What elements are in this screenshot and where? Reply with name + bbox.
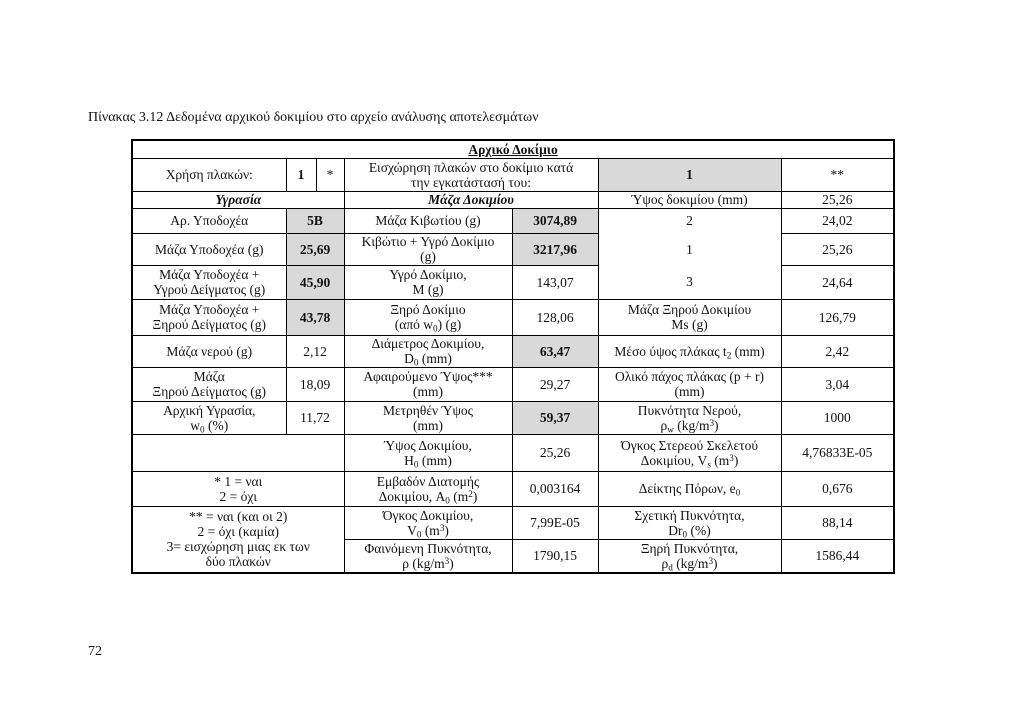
initial-specimen-table [131,139,895,574]
water-mass-value: 2,12 [286,335,344,367]
dry-sample-mass-value: 18,09 [286,367,344,401]
receptacle-number-value: 5B [286,208,344,233]
label-text: ) [714,417,719,433]
label-text: ρ [661,555,669,571]
label-line: Εισχώρηση πλακών στο δοκίμιο κατά [368,159,574,175]
subscript: 0 [416,528,422,539]
specimen-height-h0-value: 25,26 [512,434,598,471]
height-reading-value: 24,02 [781,208,894,233]
water-density-value: 1000 [781,401,894,434]
box-mass-label [344,208,512,233]
relative-density-label [598,506,781,539]
label-line: Μάζα Ξηρού Δοκιμίου [627,302,752,317]
label-line: Μάζα Υποδοχέα + [159,267,260,282]
specimen-height-h0-label [344,434,512,471]
subscript: s [707,458,711,469]
label-text: ) [713,555,718,571]
receptacle-dry-sample-mass-label [132,299,286,335]
receptacle-dry-sample-mass-value: 43,78 [286,299,344,335]
superscript: 2 [468,488,473,499]
dry-specimen-mass-ms-value: 126,79 [781,299,894,335]
label-line: Ξηρού Δείγματος (g) [152,384,266,399]
label-text: (%) [687,522,711,538]
note-line: 3= εισχώρηση μιας εκ των [166,539,310,555]
removed-height-label [344,367,512,401]
relative-density-value: 88,14 [781,506,894,539]
plates-use-note [132,471,344,506]
wet-specimen-mass-label [344,265,512,299]
note-line: δύο πλακών [205,554,271,570]
label-line [136,418,283,433]
moisture-section-header: Υγρασία [132,191,344,208]
measured-height-label [344,401,512,434]
wet-specimen-mass-value: 143,07 [512,265,598,299]
note-line: 2 = όχι (καμία) [197,524,280,540]
plates-penetration-note-mark: ** [781,158,894,191]
receptacle-wet-sample-mass-value: 45,90 [286,265,344,299]
initial-moisture-value: 11,72 [286,401,344,434]
label-line: Όγκος Στερεού Σκελετού [620,437,759,453]
label-line [348,453,509,468]
label-text: (mm) [731,343,765,359]
label-text: Δείκτης Πόρων, e [638,481,736,496]
label-line: Ξηρή Πυκνότητα, [640,540,739,556]
label-text: V [407,522,417,538]
label-text: D [404,351,414,366]
label-text: (m [421,522,440,538]
subscript: 0 [413,458,419,469]
label-line: Αρ. Υποδοχέα [170,213,249,228]
page-number: 72 [88,644,102,659]
label-line: Κιβώτιο + Υγρό Δοκίμιο [361,234,495,249]
subscript: 0 [200,423,205,434]
label-line: Μετρηθέν Ύψος [382,402,474,418]
height-reading-value: 25,26 [781,233,894,265]
label-text: (από w [394,317,434,332]
dry-specimen-mass-ms-label [598,299,781,335]
label-line: Ξηρό Δοκίμιο [390,302,466,317]
subscript: 2 [726,349,732,360]
label-text: (m [710,452,730,468]
label-line [348,556,509,571]
label-line: Ξηρού Δείγματος (g) [152,317,266,332]
void-ratio-label [598,471,781,506]
removed-height-value: 29,27 [512,367,598,401]
plates-use-note-mark: * [316,158,344,191]
solid-skeleton-volume-value: 4,76833E-05 [781,434,894,471]
label-text: H [404,452,414,468]
specimen-height-label: Ύψος δοκιμίου (mm) [598,191,781,208]
label-text: (mm) [418,452,452,468]
dry-specimen-mass-value: 128,06 [512,299,598,335]
table-title: Αρχικό Δοκίμιο [132,140,894,158]
label-line: Μάζα νερού (g) [166,343,253,359]
bulk-density-value: 1790,15 [512,539,598,573]
label-line: Όγκος Δοκιμίου, [382,507,474,523]
label-line: Διάμετρος Δοκιμίου, [371,336,485,351]
label-line: Υγρό Δοκίμιο, [389,267,467,282]
subscript: w [667,423,674,434]
box-wet-specimen-mass-label [344,233,512,265]
subscript: 0 [433,323,438,334]
superscript: 3 [444,555,450,566]
total-plate-thickness-value: 3,04 [781,367,894,401]
label-line: Πυκνότητα Νερού, [637,402,742,418]
plates-penetration-note [132,506,344,573]
height-reading-value: 24,64 [781,265,894,299]
water-mass-label [132,335,286,367]
label-text: ρ (kg/m [402,555,445,571]
bulk-density-label [344,539,512,573]
receptacle-wet-sample-mass-label [132,265,286,299]
label-line: (mm) [413,384,443,399]
label-line [348,351,509,366]
label-line: (g) [420,249,436,264]
subscript: d [668,562,673,573]
note-line: ** = ναι (και οι 2) [189,509,288,525]
label-line [602,556,778,571]
specimen-diameter-value: 63,47 [512,335,598,367]
label-text: (m [449,488,469,504]
label-line: Υγρού Δείγματος (g) [153,282,266,297]
label-text: ) [733,452,739,468]
superscript: 3 [709,417,715,428]
mean-plate-thickness-label [598,335,781,367]
receptacle-mass-value: 25,69 [286,233,344,265]
subscript: 0 [445,494,450,505]
water-density-label [598,401,781,434]
specimen-volume-value: 7,99E-05 [512,506,598,539]
label-line [602,481,778,496]
label-line: Ολικό πάχος πλάκας (p + r) [615,369,764,384]
note-line: 2 = όχι [219,488,257,504]
cross-section-area-label [344,471,512,506]
label-line [348,317,509,332]
receptacle-number-label [132,208,286,233]
label-line: Εμβαδόν Διατομής [376,473,480,489]
label-line [602,344,778,359]
mean-plate-thickness-value: 2,42 [781,335,894,367]
label-line: Αφαιρούμενο Ύψος*** [363,369,493,384]
label-line: Μάζα Υποδοχέα + [159,302,260,317]
receptacle-mass-label [132,233,286,265]
label-text: ) [444,522,449,538]
label-line [602,453,778,468]
label-text: Μέσο ύψος πλάκας t [614,343,727,359]
label-line [348,523,509,538]
label-text: ) [472,488,478,504]
superscript: 3 [708,555,714,566]
dry-specimen-mass-label [344,299,512,335]
label-text: Dr [668,522,683,538]
label-line [602,523,778,538]
plates-use-label: Χρήση πλακών: [132,158,286,191]
dry-density-value: 1586,44 [781,539,894,573]
label-line: Ms (g) [671,317,708,332]
label-line: (mm) [413,417,443,433]
label-text: ) (g) [437,317,462,332]
height-reading-index: 2 [598,208,781,233]
label-line [348,489,509,504]
subscript: 0 [682,528,688,539]
label-line [602,418,778,433]
solid-skeleton-volume-label [598,434,781,471]
empty-cell [132,434,344,471]
void-ratio-value: 0,676 [781,471,894,506]
box-wet-specimen-mass-value: 3217,96 [512,233,598,265]
specimen-diameter-label [344,335,512,367]
specimen-volume-label [344,506,512,539]
cross-section-area-value: 0,003164 [512,471,598,506]
plates-use-value: 1 [286,158,316,191]
plates-penetration-label [344,158,598,191]
label-line: Φαινόμενη Πυκνότητα, [364,540,492,556]
label-text: ) [449,555,454,571]
label-text: Δοκιμίου, V [640,452,708,468]
dry-density-label [598,539,781,573]
label-line: την εγκατάστασή του: [411,174,531,190]
height-reading-index: 3 [598,265,781,299]
measured-height-value: 59,37 [512,401,598,434]
label-text: ρ [660,417,668,433]
box-mass-value: 3074,89 [512,208,598,233]
label-line: Ύψος Δοκιμίου, [384,437,472,453]
label-line: Σχετική Πυκνότητα, [634,507,745,523]
label-text: (kg/m [673,417,710,433]
note-line: * 1 = ναι [214,473,263,489]
superscript: 3 [439,522,445,533]
superscript: 3 [729,452,734,463]
label-line: M (g) [412,282,444,297]
label-line: Μάζα Κιβωτίου (g) [375,213,481,228]
initial-moisture-label [132,401,286,434]
label-text: (mm) [418,351,452,366]
table-caption: Πίνακας 3.12 Δεδομένα αρχικού δοκιμίου στο αρχείο ανάλυσης αποτελεσμάτων [88,110,539,125]
subscript: 0 [735,487,741,498]
label-text: Δοκιμίου, A [378,488,446,504]
label-line: Μάζα [193,369,225,384]
label-text: w [190,417,201,433]
label-line: Μάζα Υποδοχέα (g) [155,241,264,257]
plates-penetration-value: 1 [598,158,781,191]
total-plate-thickness-label [598,367,781,401]
label-line: Αρχική Υγρασία, [163,402,256,418]
subscript: 0 [413,357,419,367]
label-text: (%) [204,417,229,433]
specimen-height-value: 25,26 [781,191,894,208]
specimen-mass-section-header: Μάζα Δοκιμίου [344,191,598,208]
height-reading-index: 1 [598,233,781,265]
label-line: (mm) [674,384,705,399]
dry-sample-mass-label [132,367,286,401]
label-text: (kg/m [672,555,709,571]
